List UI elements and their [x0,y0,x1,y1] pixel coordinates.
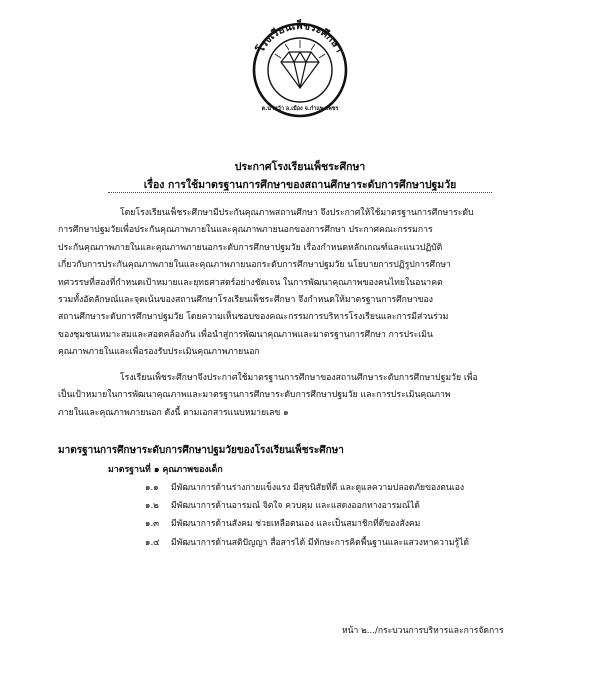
standard-item [145,534,469,552]
paragraph-line: รวมทั้งอัตลักษณ์และจุดเน้นของสถานศึกษาโรงเรียนเพ็ชระศึกษา จึงกำหนดให้มาตรฐานการศึกษาของ [58,295,433,306]
paragraph-line: ประกันคุณภาพภายในและคุณภาพภายนอกระดับการศึกษาปฐมวัย เรื่องกำหนดหลักเกณฑ์และแนวปฏิบัติ [58,242,443,253]
standard-item [145,497,469,515]
school-logo [247,8,353,128]
paragraph-2 [58,370,554,422]
logo-bottom-text: ต.นาหว้า อ.เมือง จ.กำแพงเพชร [261,106,339,112]
item-text: มีพัฒนาการด้านสติปัญญา สื่อสารได้ มีทักษะการคิดพื้นฐานและแสวงหาความรู้ได้ [171,537,469,548]
paragraph-line: ภายในและคุณภาพภายนอก ดังนี้ ตามเอกสารแนบหมายเลข ๑ [58,407,289,418]
standard-item [145,479,469,497]
section-heading: มาตรฐานการศึกษาระดับการศึกษาปฐมวัยของโรงเรียนเพ็ชระศึกษา [58,445,344,456]
paragraph-line: ของชุมชนเหมาะสมและสอดคล้องกัน เพื่อนำสู่การพัฒนาคุณภาพและมาตรฐานการศึกษา การประเมิน [58,329,433,340]
standard-items [145,479,469,552]
item-number: ๑.๑ [145,483,159,493]
paragraph-line: โรงเรียนเพ็ชระศึกษาจึงประกาศใช้มาตรฐานการศึกษาของสถานศึกษาระดับการศึกษาปฐมวัย เพื่อ [120,373,478,383]
paragraph-line: คุณภาพภายในและเพื่อรองรับประเมินคุณภาพภายนอก [58,347,260,358]
paragraph-1 [58,205,554,362]
dotted-divider [108,192,492,193]
item-number: ๑.๓ [145,519,160,530]
paragraph-line: การศึกษาปฐมวัยเพื่อประกันคุณภาพภายในและคุณภาพภายนอกของการศึกษา ประกาศคณะกรรมการ [58,225,433,236]
paragraph-line: เกี่ยวกับการประกันคุณภาพภายในและคุณภาพภายนอกระดับการศึกษาปฐมวัย นโยบายการปฏิรูปการศึกษา [58,260,451,271]
paragraph-line: โดยโรงเรียนเพ็ชระศึกษามีประกันคุณภาพสถานศึกษา จึงประกาศให้ใช้มาตรฐานการศึกษาระดับ [120,208,474,218]
logo-arc-text: โรงเรียนเพ็ชระศึกษา [254,19,346,55]
standard-title: มาตรฐานที่ ๑ คุณภาพของเด็ก [108,465,223,475]
item-number: ๑.๒ [145,501,159,512]
paragraph-line: ทศวรรษที่สองที่กำหนดเป้าหมายและยุทธศาสตร์อย่างชัดเจน ในการพัฒนาคุณภาพของคนไทยในอนาคต [58,277,443,288]
page-footer-next: หน้า ๒.../กระบวนการบริหารและการจัดการ [342,626,504,636]
paragraph-line: สถานศึกษาระดับการศึกษาปฐมวัย โดยความเห็นชอบของคณะกรรมการบริหารโรงเรียนและการมีส่วนร่วม [58,312,449,323]
item-text: มีพัฒนาการด้านร่างกายแข็งแรง มีสุขนิสัยที่ดี และดูแลความปลอดภัยของตนเอง [171,483,465,493]
announcement-subject: เรื่อง การใช้มาตรฐานการศึกษาของสถานศึกษาระดับการศึกษาปฐมวัย [143,179,457,191]
item-number: ๑.๔ [145,537,160,548]
diamond-icon [281,52,319,88]
standard-item [145,515,469,533]
item-text: มีพัฒนาการด้านสังคม ช่วยเหลือตนเอง และเป็นสมาชิกที่ดีของสังคม [171,519,421,530]
announcement-title: ประกาศโรงเรียนเพ็ชระศึกษา [234,161,366,173]
svg-text:โรงเรียนเพ็ชระศึกษา [253,18,345,55]
paragraph-line: เป็นเป้าหมายในการพัฒนาคุณภาพและมาตรฐานการศึกษาระดับการศึกษาปฐมวัย และการประเมินคุณภาพ [58,390,451,401]
item-text: มีพัฒนาการด้านอารมณ์ จิตใจ ควบคุม และแสดงออกทางอารมณ์ได้ [171,501,420,512]
